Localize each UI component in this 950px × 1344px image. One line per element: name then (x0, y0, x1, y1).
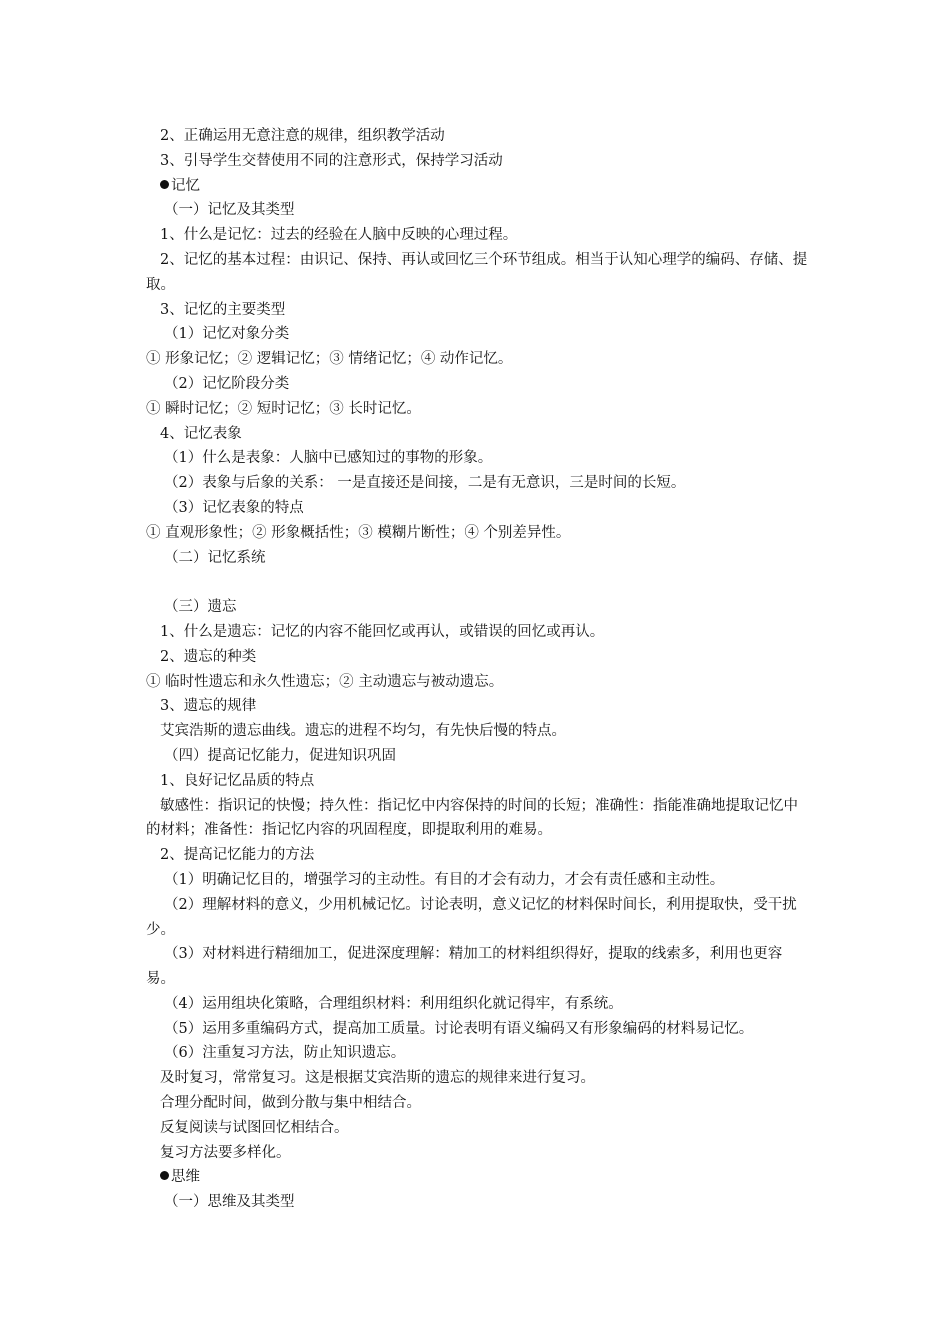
text-line: （6）注重复习方法，防止知识遗忘。 (164, 1045, 406, 1062)
text-line: 4、记忆表象 (160, 425, 242, 442)
subsection-heading: （二）记忆系统 (164, 549, 266, 566)
paragraph-text: 敏感性：指识记的快慢；持久性：指记忆中内容保持的时间的长短；准确性：指能准确地提取记忆中的材料；准备性：指记忆内容的巩固程度，即提取利用的难易。 (146, 797, 798, 839)
section-heading-thinking (146, 1165, 810, 1190)
text-line: （1）记忆对象分类 (164, 326, 290, 343)
text-line: 3、遗忘的规律 (160, 698, 257, 715)
text-line: （1）什么是表象：人脑中已感知过的事物的形象。 (164, 450, 493, 467)
text-line: 1、什么是遗忘：记忆的内容不能回忆或再认，或错误的回忆或再认。 (160, 623, 605, 640)
text-line: （2）记忆阶段分类 (164, 375, 290, 392)
text-line: 3、记忆的主要类型 (160, 301, 286, 318)
text-line: 3、引导学生交替使用不同的注意形式，保持学习活动 (160, 152, 503, 169)
text-paragraph (146, 942, 810, 992)
text-line: 1、什么是记忆：过去的经验在人脑中反映的心理过程。 (160, 227, 518, 244)
text-line: （5）运用多重编码方式，提高加工质量。讨论表明有语义编码又有形象编码的材料易记忆。 (164, 1020, 754, 1037)
bullet-icon (160, 180, 169, 189)
text-paragraph (146, 248, 810, 298)
text-line: ① 直观形象性；② 形象概括性；③ 模糊片断性；④ 个别差异性。 (146, 524, 571, 541)
text-paragraph (146, 794, 810, 844)
blank-line (146, 570, 810, 595)
section-heading-label: 思维 (171, 1169, 200, 1186)
section-heading-memory (146, 174, 810, 199)
text-line: 反复阅读与试图回忆相结合。 (160, 1119, 349, 1136)
text-line: 2、正确运用无意注意的规律，组织教学活动 (160, 128, 445, 144)
text-line: 合理分配时间，做到分散与集中相结合。 (160, 1095, 421, 1112)
subsection-heading: （一）思维及其类型 (164, 1194, 295, 1211)
paragraph-text: （3）对材料进行精细加工，促进深度理解：精加工的材料组织得好，提取的线索多，利用也更容易。 (146, 946, 783, 988)
text-line: 2、遗忘的种类 (160, 648, 257, 665)
text-line: 艾宾浩斯的遗忘曲线。遗忘的进程不均匀，有先快后慢的特点。 (160, 723, 566, 740)
text-line: （2）表象与后象的关系： 一是直接还是间接，二是有无意识，三是时间的长短。 (164, 475, 686, 492)
text-paragraph (146, 893, 810, 943)
subsection-heading: （三）遗忘 (164, 599, 237, 616)
text-line: ① 临时性遗忘和永久性遗忘；② 主动遗忘与被动遗忘。 (146, 673, 504, 690)
document-body (146, 124, 810, 1215)
text-line: ① 瞬时记忆；② 短时记忆；③ 长时记忆。 (146, 400, 421, 417)
section-heading-label: 记忆 (171, 177, 200, 194)
text-line: 及时复习，常常复习。这是根据艾宾浩斯的遗忘的规律来进行复习。 (160, 1070, 595, 1087)
paragraph-text: （2）理解材料的意义，少用机械记忆。讨论表明，意义记忆的材料保时间长，利用提取快，受干扰少。 (146, 896, 797, 938)
subsection-heading: （四）提高记忆能力，促进知识巩固 (164, 747, 396, 764)
text-line: 复习方法要多样化。 (160, 1144, 291, 1161)
text-line: （4）运用组块化策略，合理组织材料：利用组织化就记得牢，有系统。 (164, 995, 623, 1012)
paragraph-text: 2、记忆的基本过程：由识记、保持、再认或回忆三个环节组成。相当于认知心理学的编码、存储、提取。 (146, 251, 808, 293)
text-line: （3）记忆表象的特点 (164, 499, 304, 516)
text-line: 2、提高记忆能力的方法 (160, 847, 315, 864)
subsection-heading: （一）记忆及其类型 (164, 202, 295, 219)
bullet-icon (160, 1171, 169, 1180)
text-line: ① 形象记忆；② 逻辑记忆；③ 情绪记忆；④ 动作记忆。 (146, 351, 513, 368)
text-line: 1、良好记忆品质的特点 (160, 772, 315, 789)
text-line: （1）明确记忆目的，增强学习的主动性。有目的才会有动力，才会有责任感和主动性。 (164, 871, 725, 888)
